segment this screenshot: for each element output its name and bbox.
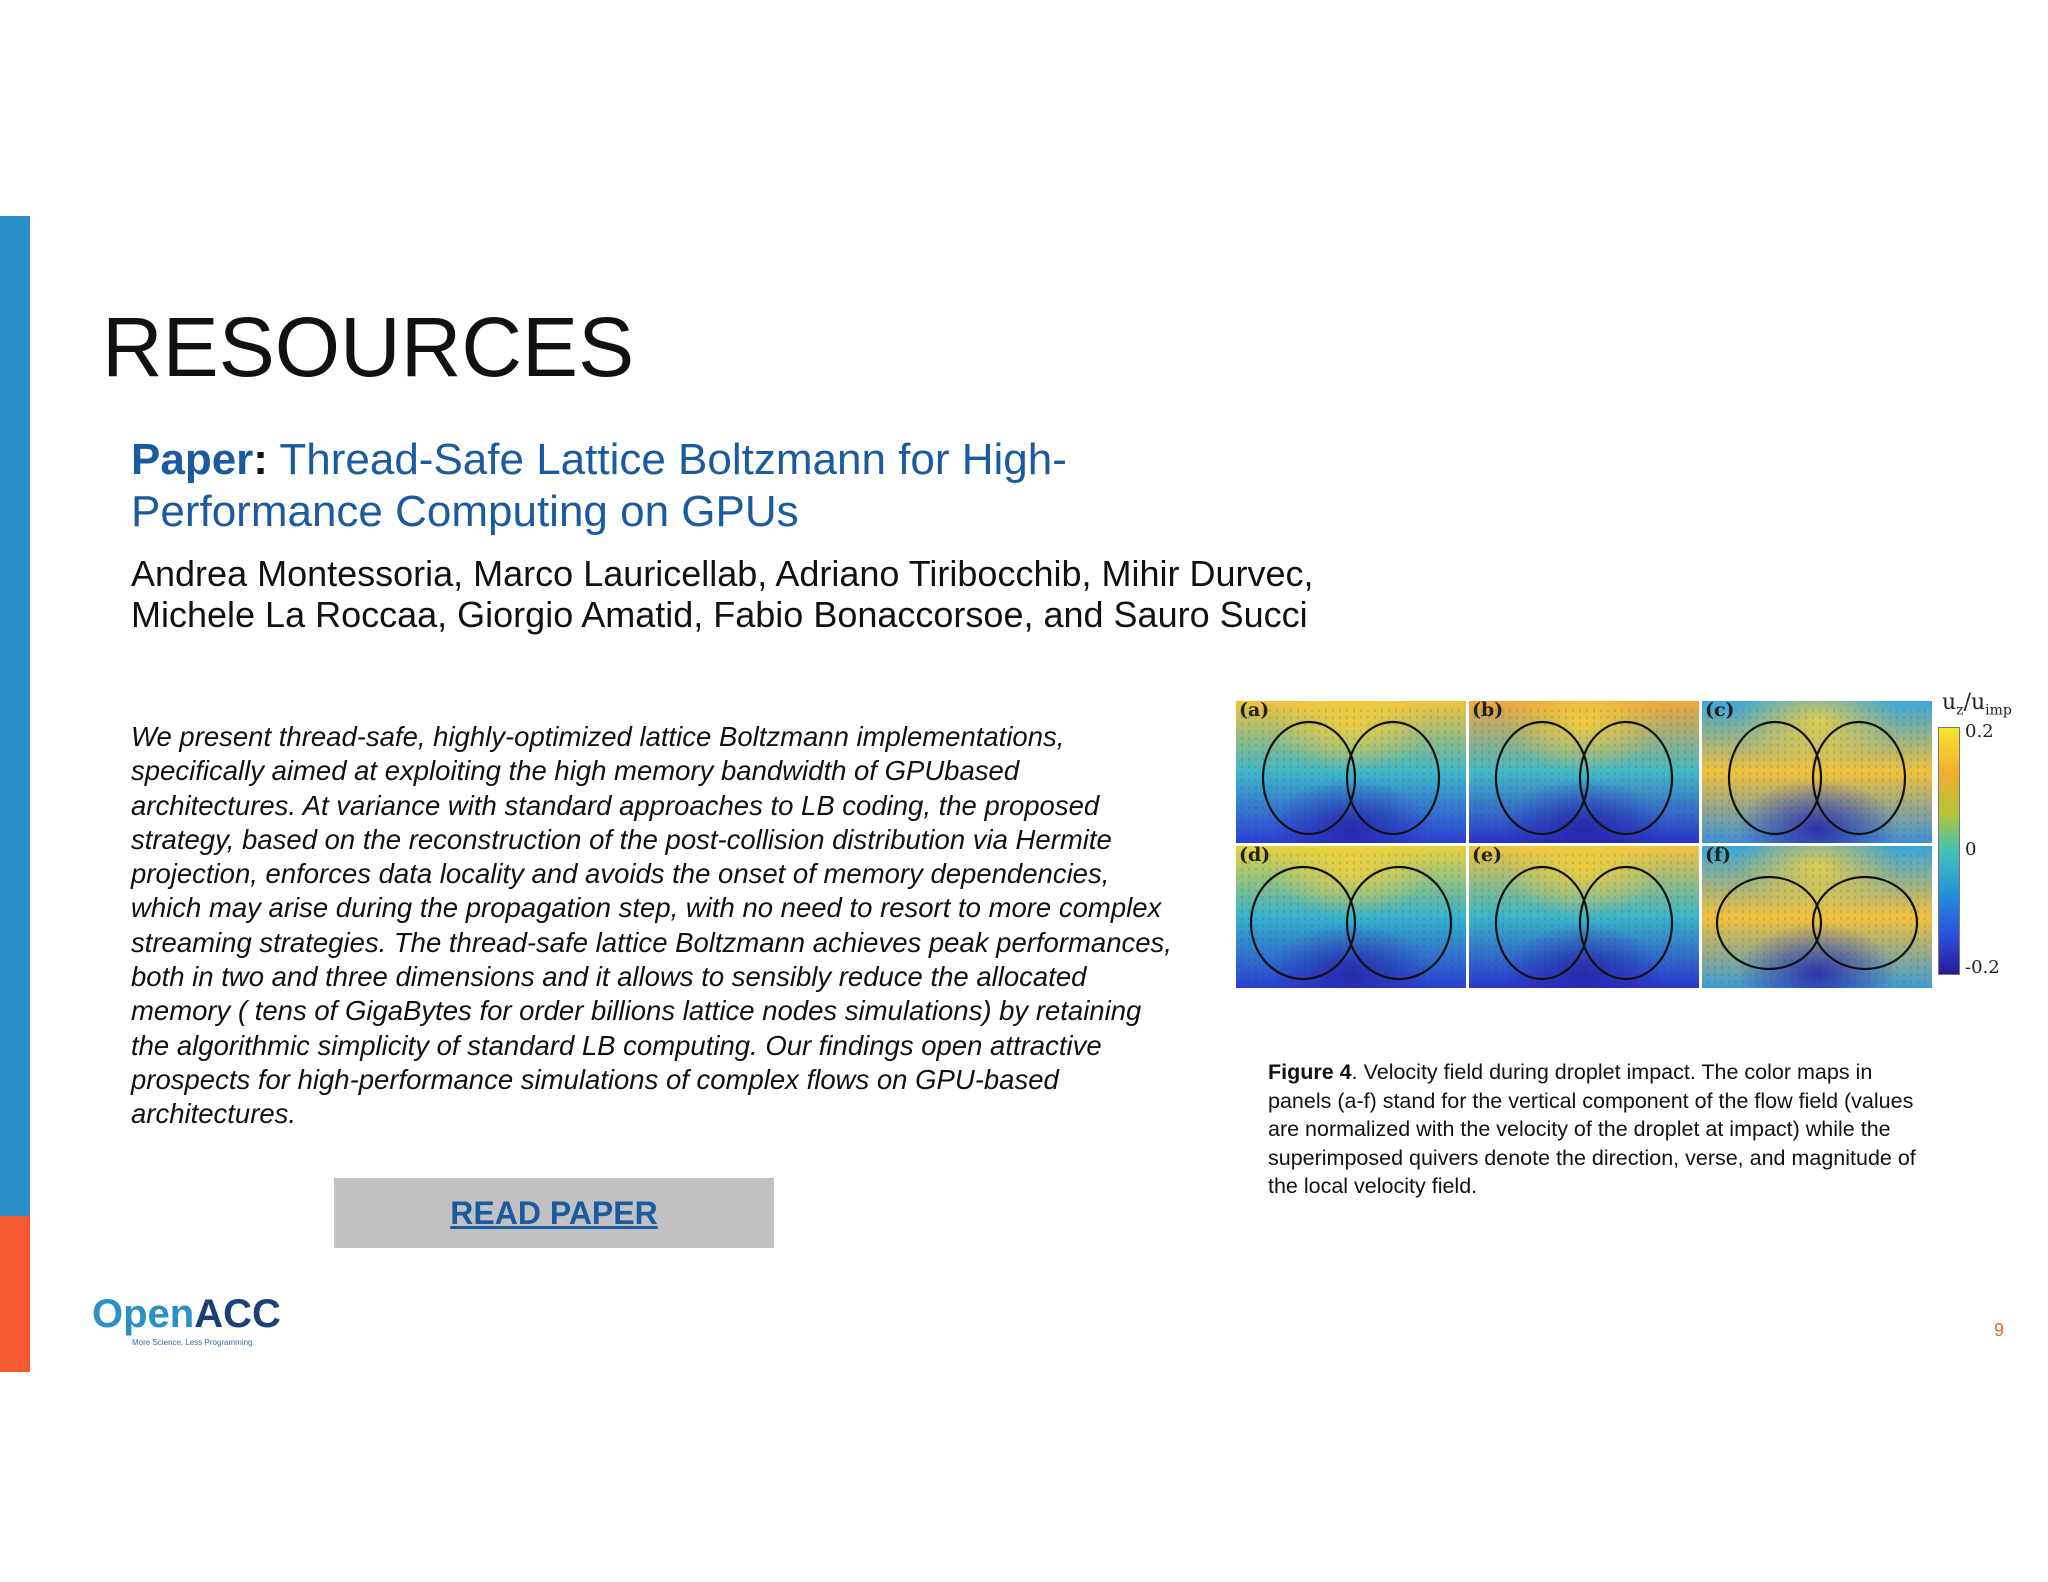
figure-panel-label: (f)	[1705, 846, 1732, 866]
paper-title: Thread-Safe Lattice Boltzmann for High-Performance Computing on GPUs	[131, 435, 1067, 536]
figure-panel	[1236, 701, 1466, 843]
read-paper-label: READ PAPER	[450, 1194, 658, 1231]
colorbar-tick-max: 0.2	[1965, 721, 1994, 742]
figure-panel-label: (e)	[1472, 846, 1503, 866]
figure-panel	[1702, 846, 1932, 988]
figure-panel	[1469, 701, 1699, 843]
figure-caption-text: . Velocity field during droplet impact. The color maps in panels (a-f) stand for the vertical component of the flow field (values are normalized with the velocity of the droplet at impact) while the superimposed quivers denote the direction, verse, and magnitude of the local velocity field.	[1268, 1060, 1916, 1199]
colorbar-tick-min: -0.2	[1965, 957, 2000, 978]
page-number: 9	[1994, 1320, 2005, 1340]
figure-caption	[1268, 1058, 1918, 1201]
paper-heading	[131, 434, 1231, 538]
paper-abstract: We present thread-safe, highly-optimized lattice Boltzmann implementations, specifically aimed at exploiting the high memory bandwidth of GPUbased architectures. At variance with standard approaches to LB coding, the proposed strategy, based on the reconstruction of the post-collision distribution via Hermite projection, enforces data locality and avoids the onset of memory dependencies, which may arise during the propagation step, with no need to resort to more complex streaming strategies. The thread-safe lattice Boltzmann achieves peak performances, both in two and three dimensions and it allows to sensibly reduce the allocated memory ( tens of GigaBytes for order billions lattice nodes simulations) by retaining the algorithmic simplicity of standard LB computing. Our findings open attractive prospects for high-performance simulations of complex flows on GPU-based architectures.	[131, 721, 1172, 1130]
read-paper-button[interactable]	[334, 1178, 774, 1248]
colorbar	[1938, 727, 1960, 975]
figure-panel-label: (b)	[1472, 701, 1504, 721]
figure-panel	[1236, 846, 1466, 988]
figure-panel-grid	[1236, 701, 1932, 988]
figure-panel-label: (c)	[1705, 701, 1735, 721]
paper-colon: :	[253, 435, 268, 484]
slide-title: RESOURCES	[102, 300, 635, 394]
colorbar-title: $u_z/u_{imp}$	[1942, 690, 2012, 719]
accent-bar-blue	[0, 216, 30, 1216]
figure-panel-label: (a)	[1239, 701, 1270, 721]
openacc-logo: OpenACC More Science, Less Programming	[92, 1292, 281, 1347]
figure-panel	[1702, 701, 1932, 843]
colorbar-tick-zero: 0	[1965, 839, 1977, 860]
paper-prefix: Paper	[131, 435, 254, 484]
accent-bar-orange	[0, 1216, 30, 1372]
logo-tagline: More Science, Less Programming	[132, 1338, 253, 1347]
figure-panel	[1469, 846, 1699, 988]
figure-panel-label: (d)	[1239, 846, 1271, 866]
figure-caption-label: Figure 4	[1268, 1060, 1352, 1084]
paper-authors: Andrea Montessoria, Marco Lauricellab, Adriano Tiribocchib, Mihir Durvec, Michele La Roccaa, Giorgio Amatid, Fabio Bonaccorsoe, and Sauro Succi	[131, 553, 1314, 635]
